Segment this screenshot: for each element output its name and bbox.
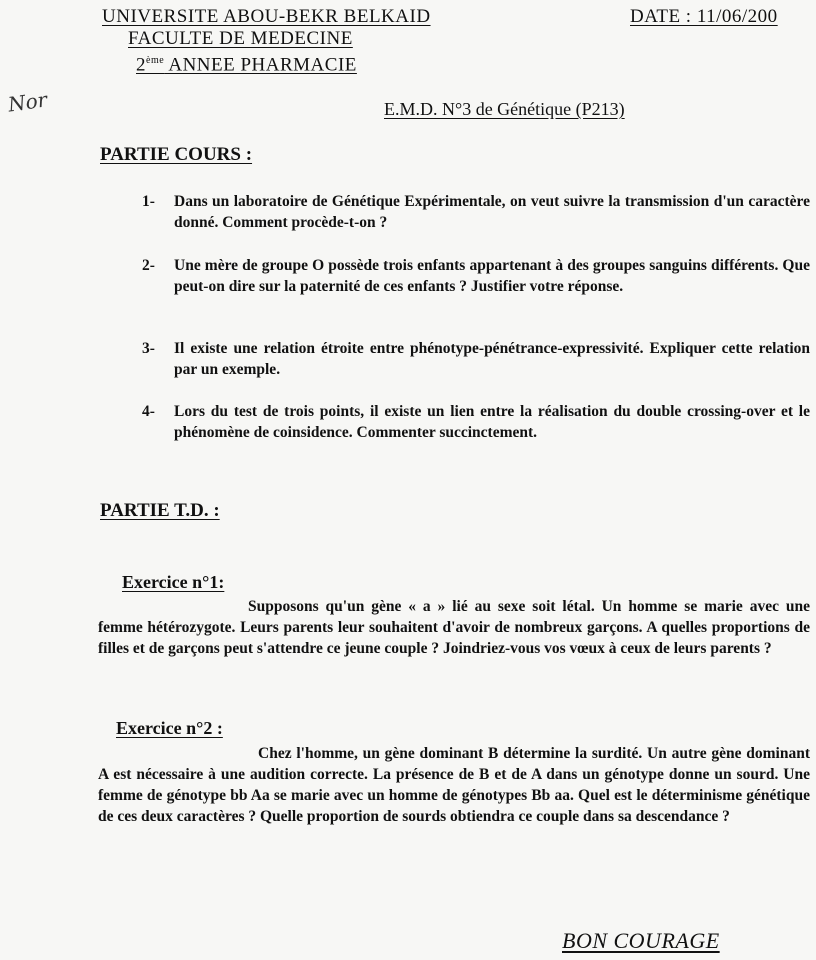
question-3 (142, 338, 810, 380)
closing-message: BON COURAGE (562, 928, 720, 953)
exam-title: E.M.D. N°3 de Génétique (P213) (384, 99, 625, 119)
year-number: 2 (136, 54, 146, 76)
year-superscript: ème (146, 55, 165, 66)
exercise-1-body: Supposons qu'un gène « a » lié au sexe soit létal. Un homme se marie avec une femme hétérozygote. Leurs parents leur souhaitent d'avoir de nombreux garçons. A quelles proportions de filles et de garçons peut s'attendre ce jeune couple ? Joindriez-vous vos vœux à ceux de leurs parents ? (98, 598, 810, 657)
exercise-1-text (98, 596, 810, 659)
question-text: Il existe une relation étroite entre phénotype-pénétrance-expressivité. Expliquer cette relation par un exemple. (174, 340, 810, 378)
partie-td-title: PARTIE T.D. : (100, 500, 220, 521)
question-number: 2- (142, 257, 155, 274)
university-name: UNIVERSITE ABOU-BEKR BELKAID (102, 6, 431, 27)
year-level (136, 50, 357, 76)
question-1 (142, 191, 810, 233)
handwritten-note: Nor (6, 87, 49, 117)
exam-date: DATE : 11/06/200 (630, 6, 778, 27)
question-text: Dans un laboratoire de Génétique Expérimentale, on veut suivre la transmission d'un caractère donné. Comment procède-t-on ? (174, 193, 810, 231)
year-program: ANNEE PHARMACIE (164, 54, 357, 76)
question-4 (142, 401, 810, 443)
exercise-2-body: Chez l'homme, un gène dominant B détermine la surdité. Un autre gène dominant A est nécessaire à une audition correcte. La présence de B et de A dans un génotype donne un sourd. Une femme de génotype bb Aa se marie avec un homme de génotypes Bb aa. Quel est le déterminisme génétique de ces deux caractères ? Quelle proportion de sourds obtiendra ce couple dans sa descendance ? (98, 745, 810, 825)
faculty-name: FACULTE DE MEDECINE (128, 28, 353, 49)
exercise-2-text (98, 743, 810, 827)
question-text: Lors du test de trois points, il existe un lien entre la réalisation du double crossing-over et le phénomène de coinsidence. Commenter succinctement. (174, 403, 810, 441)
exercise-1-title: Exercice n°1: (122, 572, 225, 592)
question-2 (142, 255, 810, 297)
exercise-2-title: Exercice n°2 : (116, 718, 223, 738)
question-text: Une mère de groupe O possède trois enfants appartenant à des groupes sanguins différents. Que peut-on dire sur la paternité de ces enfants ? Justifier votre réponse. (174, 257, 810, 295)
question-number: 4- (142, 403, 155, 420)
question-number: 1- (142, 193, 155, 210)
partie-cours-title: PARTIE COURS : (100, 144, 253, 165)
question-number: 3- (142, 340, 155, 357)
